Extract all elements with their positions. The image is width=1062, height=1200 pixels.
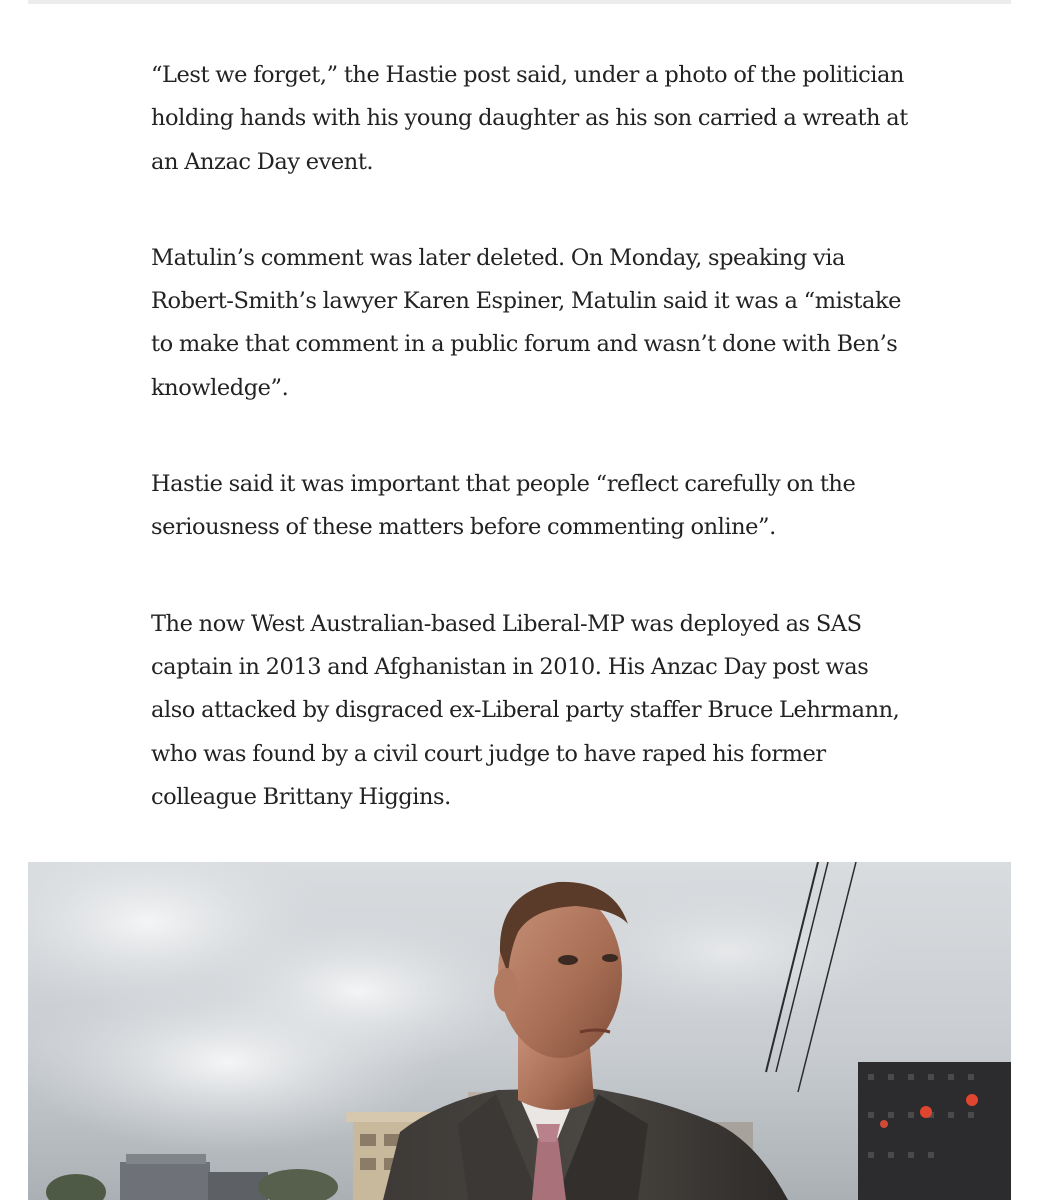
article-photo[interactable] bbox=[28, 862, 1011, 1200]
article-body bbox=[151, 54, 911, 872]
article-paragraph: Matulin’s comment was later deleted. On Monday, speaking via Robert-Smith’s lawyer Karen Espiner, Matulin said it was a “mistake to make that comment in a public forum and wasn’t done with Ben’s knowledge”. bbox=[151, 244, 902, 401]
article-paragraph: The now West Australian-based Liberal-MP was deployed as SAS captain in 2013 and Afghanistan in 2010. His Anzac Day post was also attacked by disgraced ex-Liberal party staffer Bruce Lehrmann, who was found by a civil court judge to have raped his former colleague Brittany Higgins. bbox=[151, 610, 900, 810]
top-divider bbox=[28, 0, 1011, 4]
article-paragraph: Hastie said it was important that people “reflect carefully on the seriousness of these matters before commenting online”. bbox=[151, 471, 856, 541]
article-paragraph: “Lest we forget,” the Hastie post said, under a photo of the politician holding hands with his young daughter as his son carried a wreath at an Anzac Day event. bbox=[151, 62, 908, 175]
photo-illustration bbox=[28, 862, 1011, 1200]
